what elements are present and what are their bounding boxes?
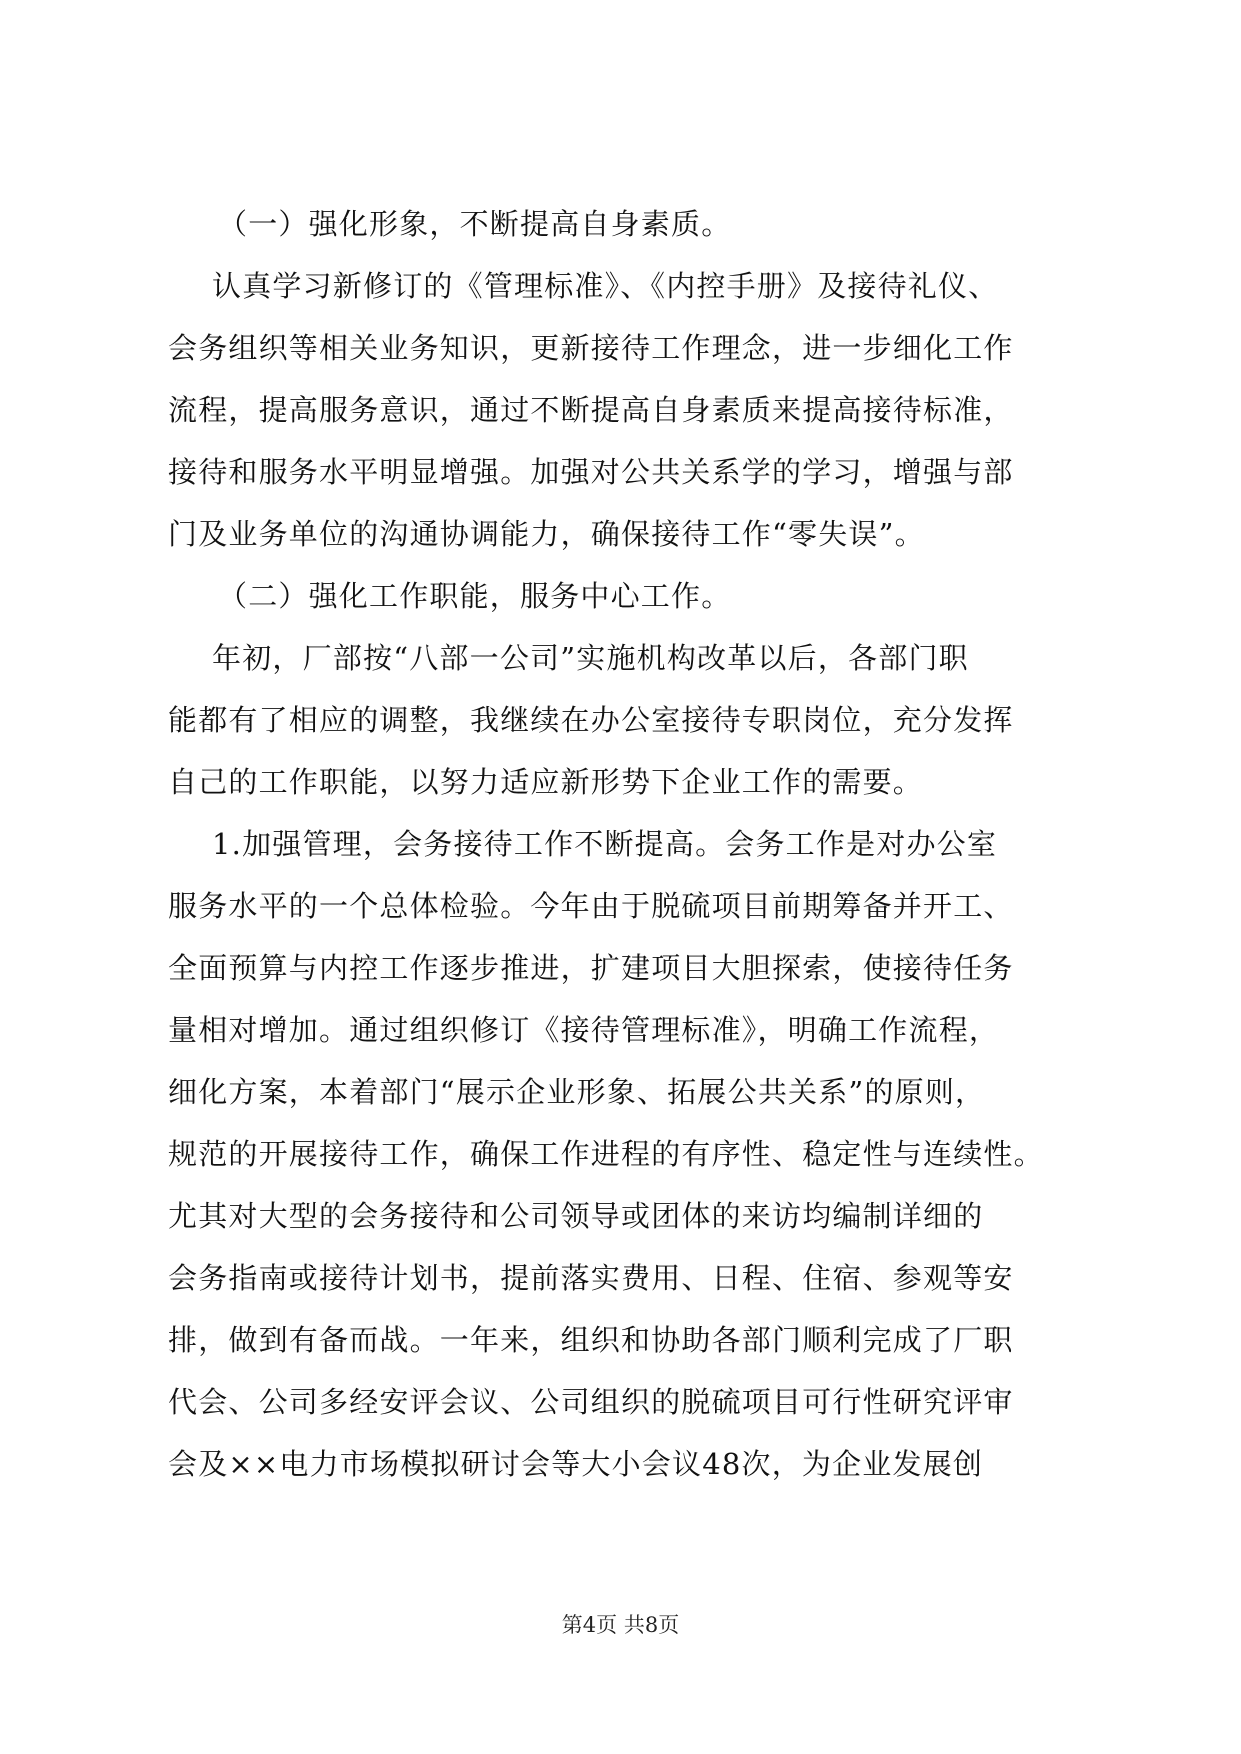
section-heading-2: （二）强化工作职能，服务中心工作。 — [218, 579, 732, 613]
paragraph-line: 能都有了相应的调整，我继续在办公室接待专职岗位，充分发挥 — [168, 703, 1014, 737]
document-body — [168, 193, 1083, 1495]
paragraph-line: 代会、公司多经安评会议、公司组织的脱硫项目可行性研究评审 — [168, 1385, 1014, 1419]
numbered-item-1: 1.加强管理，会务接待工作不断提高。会务工作是对办公室 — [212, 827, 998, 861]
paragraph-line: 自己的工作职能，以努力适应新形势下企业工作的需要。 — [168, 765, 924, 799]
paragraph-line: 门及业务单位的沟通协调能力，确保接待工作“零失误”。 — [168, 517, 925, 551]
paragraph-line: 服务水平的一个总体检验。今年由于脱硫项目前期筹备并开工、 — [168, 889, 1014, 923]
paragraph-line: 排，做到有备而战。一年来，组织和协助各部门顺利完成了厂职 — [168, 1323, 1014, 1357]
paragraph-line: 接待和服务水平明显增强。加强对公共关系学的学习，增强与部 — [168, 455, 1014, 489]
paragraph-line: 流程，提高服务意识，通过不断提高自身素质来提高接待标准， — [168, 393, 1014, 427]
paragraph-line: 规范的开展接待工作，确保工作进程的有序性、稳定性与连续性。 — [168, 1137, 1044, 1171]
paragraph-line: 年初，厂部按“八部一公司”实施机构改革以后，各部门职 — [212, 641, 969, 675]
paragraph-line: 会务组织等相关业务知识，更新接待工作理念，进一步细化工作 — [168, 331, 1014, 365]
paragraph-line: 细化方案，本着部门“展示企业形象、拓展公共关系”的原则， — [168, 1075, 986, 1109]
paragraph-line: 尤其对大型的会务接待和公司领导或团体的来访均编制详细的 — [168, 1199, 984, 1233]
paragraph-line: 认真学习新修订的《管理标准》、《内控手册》及接待礼仪、 — [212, 269, 999, 303]
section-heading-1: （一）强化形象，不断提高自身素质。 — [218, 207, 732, 241]
page-number-footer: 第4页 共8页 — [561, 1613, 680, 1637]
paragraph-line: 量相对增加。通过组织修订《接待管理标准》，明确工作流程， — [168, 1013, 1000, 1047]
paragraph-line: 全面预算与内控工作逐步推进，扩建项目大胆探索，使接待任务 — [168, 951, 1014, 985]
paragraph-line: 会务指南或接待计划书，提前落实费用、日程、住宿、参观等安 — [168, 1261, 1014, 1295]
paragraph-line: 会及××电力市场模拟研讨会等大小会议48次，为企业发展创 — [168, 1447, 984, 1481]
